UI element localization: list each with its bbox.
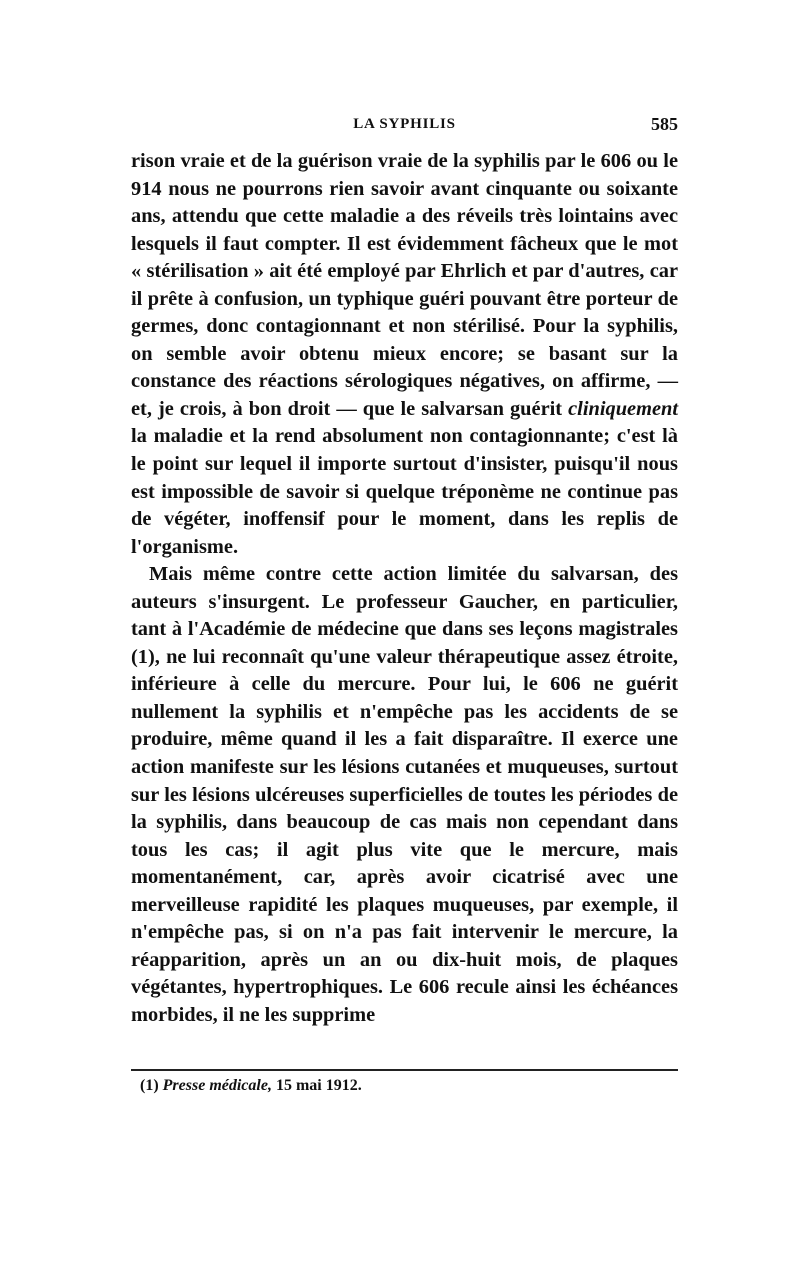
paragraph-1-text-b: la maladie et la rend absolument non contagionnante; c'est là le point sur lequel il importe surtout d'insister, puisqu'il nous est impossible de savoir si quelque tréponème ne continue pas de végéter, inoffensif pour le moment, dans les replis de l'organisme. xyxy=(131,425,678,558)
footnote-rule xyxy=(131,1069,678,1071)
paragraph-2: Mais même contre cette action limitée du salvarsan, des auteurs s'insurgent. Le professeur Gaucher, en particulier, tant à l'Académie de médecine que dans ses leçons magistrales (1), ne lui reconnaît qu'une valeur thérapeutique assez étroite, inférieure à celle du mercure. Pour lui, le 606 ne guérit nullement la syphilis et n'empêche pas les accidents de se produire, même quand il les a fait disparaître. Il exerce une action manifeste sur les lésions cutanées et muqueuses, surtout sur les lésions ulcéreuses superficielles de toutes les périodes de la syphilis, dans beaucoup de cas mais non cependant dans tous les cas; il agit plus vite que le mercure, mais momentanément, car, après avoir cicatrisé avec une merveilleuse rapidité les plaques muqueuses, par exemple, il n'empêche pas, si on n'a pas fait intervenir le mercure, la réapparition, après un an ou dix-huit mois, de plaques végétantes, hypertrophiques. Le 606 recule ainsi les échéances morbides, il ne les supprime xyxy=(131,563,678,1026)
running-title: LA SYPHILIS xyxy=(353,116,456,132)
footnote-source-title: Presse médicale, xyxy=(162,1077,272,1094)
footnote-date: 15 mai 1912. xyxy=(271,1077,362,1094)
paragraph-1 xyxy=(131,148,678,561)
footnote-marker: (1) xyxy=(140,1077,163,1094)
footnote xyxy=(140,1076,680,1096)
paragraph-1-italic-word: cliniquement xyxy=(568,397,678,420)
paragraph-1-text-a: rison vraie et de la guérison vraie de la syphilis par le 606 ou le 914 nous ne pourrons rien savoir avant cinquante ou soixante ans, attendu que cette maladie a des réveils très lointains avec lesquels il faut compter. Il est évidemment fâcheux que le mot « stérilisation » ait été employé par Ehrlich et par d'autres, car il prête à confusion, un typhique guéri pouvant être porteur de germes, donc contagionnant et non stérilisé. Pour la syphilis, on semble avoir obtenu mieux encore; se basant sur la constance des réactions sérologiques négatives, on affirme, — et, je crois, à bon droit — que le salvarsan guérit xyxy=(131,150,678,420)
body-text xyxy=(131,148,678,1030)
page-number: 585 xyxy=(651,114,678,134)
running-head xyxy=(131,116,678,138)
